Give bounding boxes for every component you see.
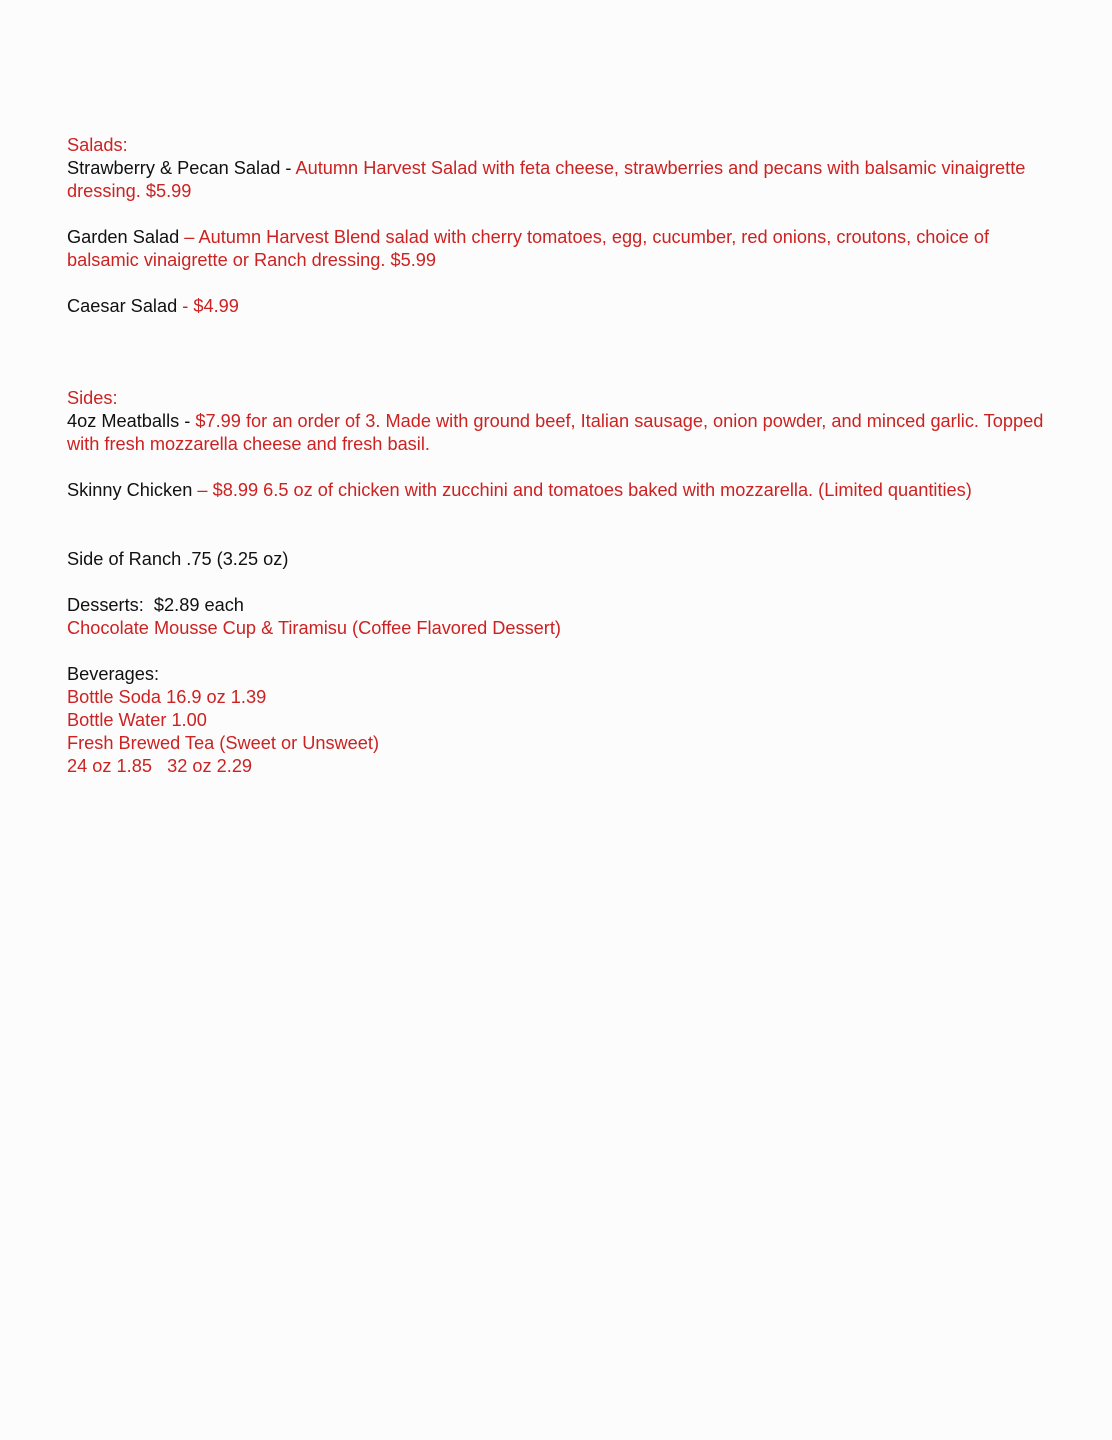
item-name: Skinny Chicken (67, 480, 193, 500)
menu-item-meatballs (67, 410, 1057, 456)
beverage-line: Bottle Water 1.00 (67, 710, 207, 730)
menu-item-caesar-salad (67, 295, 1057, 318)
menu-item-strawberry-pecan-salad (67, 157, 1057, 203)
item-name: Strawberry & Pecan Salad (67, 158, 281, 178)
item-description: Autumn Harvest Salad with feta cheese, strawberries and pecans with balsamic vinaigrette dressing. $5.99 (67, 158, 1026, 201)
item-description: $8.99 6.5 oz of chicken with zucchini and tomatoes baked with mozzarella. (Limited quantities) (212, 480, 972, 500)
item-separator: – (179, 227, 199, 247)
beverages-heading: Beverages: (67, 664, 160, 684)
desserts-items: Chocolate Mousse Cup & Tiramisu (Coffee Flavored Dessert) (67, 618, 561, 638)
item-description: $4.99 (193, 296, 239, 316)
beverage-line: 24 oz 1.85 32 oz 2.29 (67, 756, 253, 776)
salads-heading: Salads: (67, 135, 128, 155)
item-name: 4oz Meatballs (67, 411, 180, 431)
beverage-line: Fresh Brewed Tea (Sweet or Unsweet) (67, 733, 380, 753)
item-description: $7.99 for an order of 3. Made with ground beef, Italian sausage, onion powder, and minced garlic. Topped with fresh mozzarella cheese and fresh basil. (67, 411, 1044, 454)
menu-page (67, 134, 1057, 778)
item-separator: - (179, 411, 196, 431)
menu-item-garden-salad (67, 226, 1057, 272)
item-name: Garden Salad (67, 227, 180, 247)
beverage-line: Bottle Soda 16.9 oz 1.39 (67, 687, 267, 707)
item-separator: – (192, 480, 213, 500)
item-separator: - (177, 296, 194, 316)
sides-heading: Sides: (67, 388, 118, 408)
side-of-ranch: Side of Ranch .75 (3.25 oz) (67, 549, 289, 569)
item-name: Caesar Salad (67, 296, 178, 316)
item-separator: - (280, 158, 296, 178)
menu-item-skinny-chicken (67, 479, 1057, 502)
item-description: Autumn Harvest Blend salad with cherry tomatoes, egg, cucumber, red onions, croutons, choice of balsamic vinaigrette or Ranch dressing. $5.99 (67, 227, 990, 270)
desserts-heading: Desserts: $2.89 each (67, 595, 244, 615)
